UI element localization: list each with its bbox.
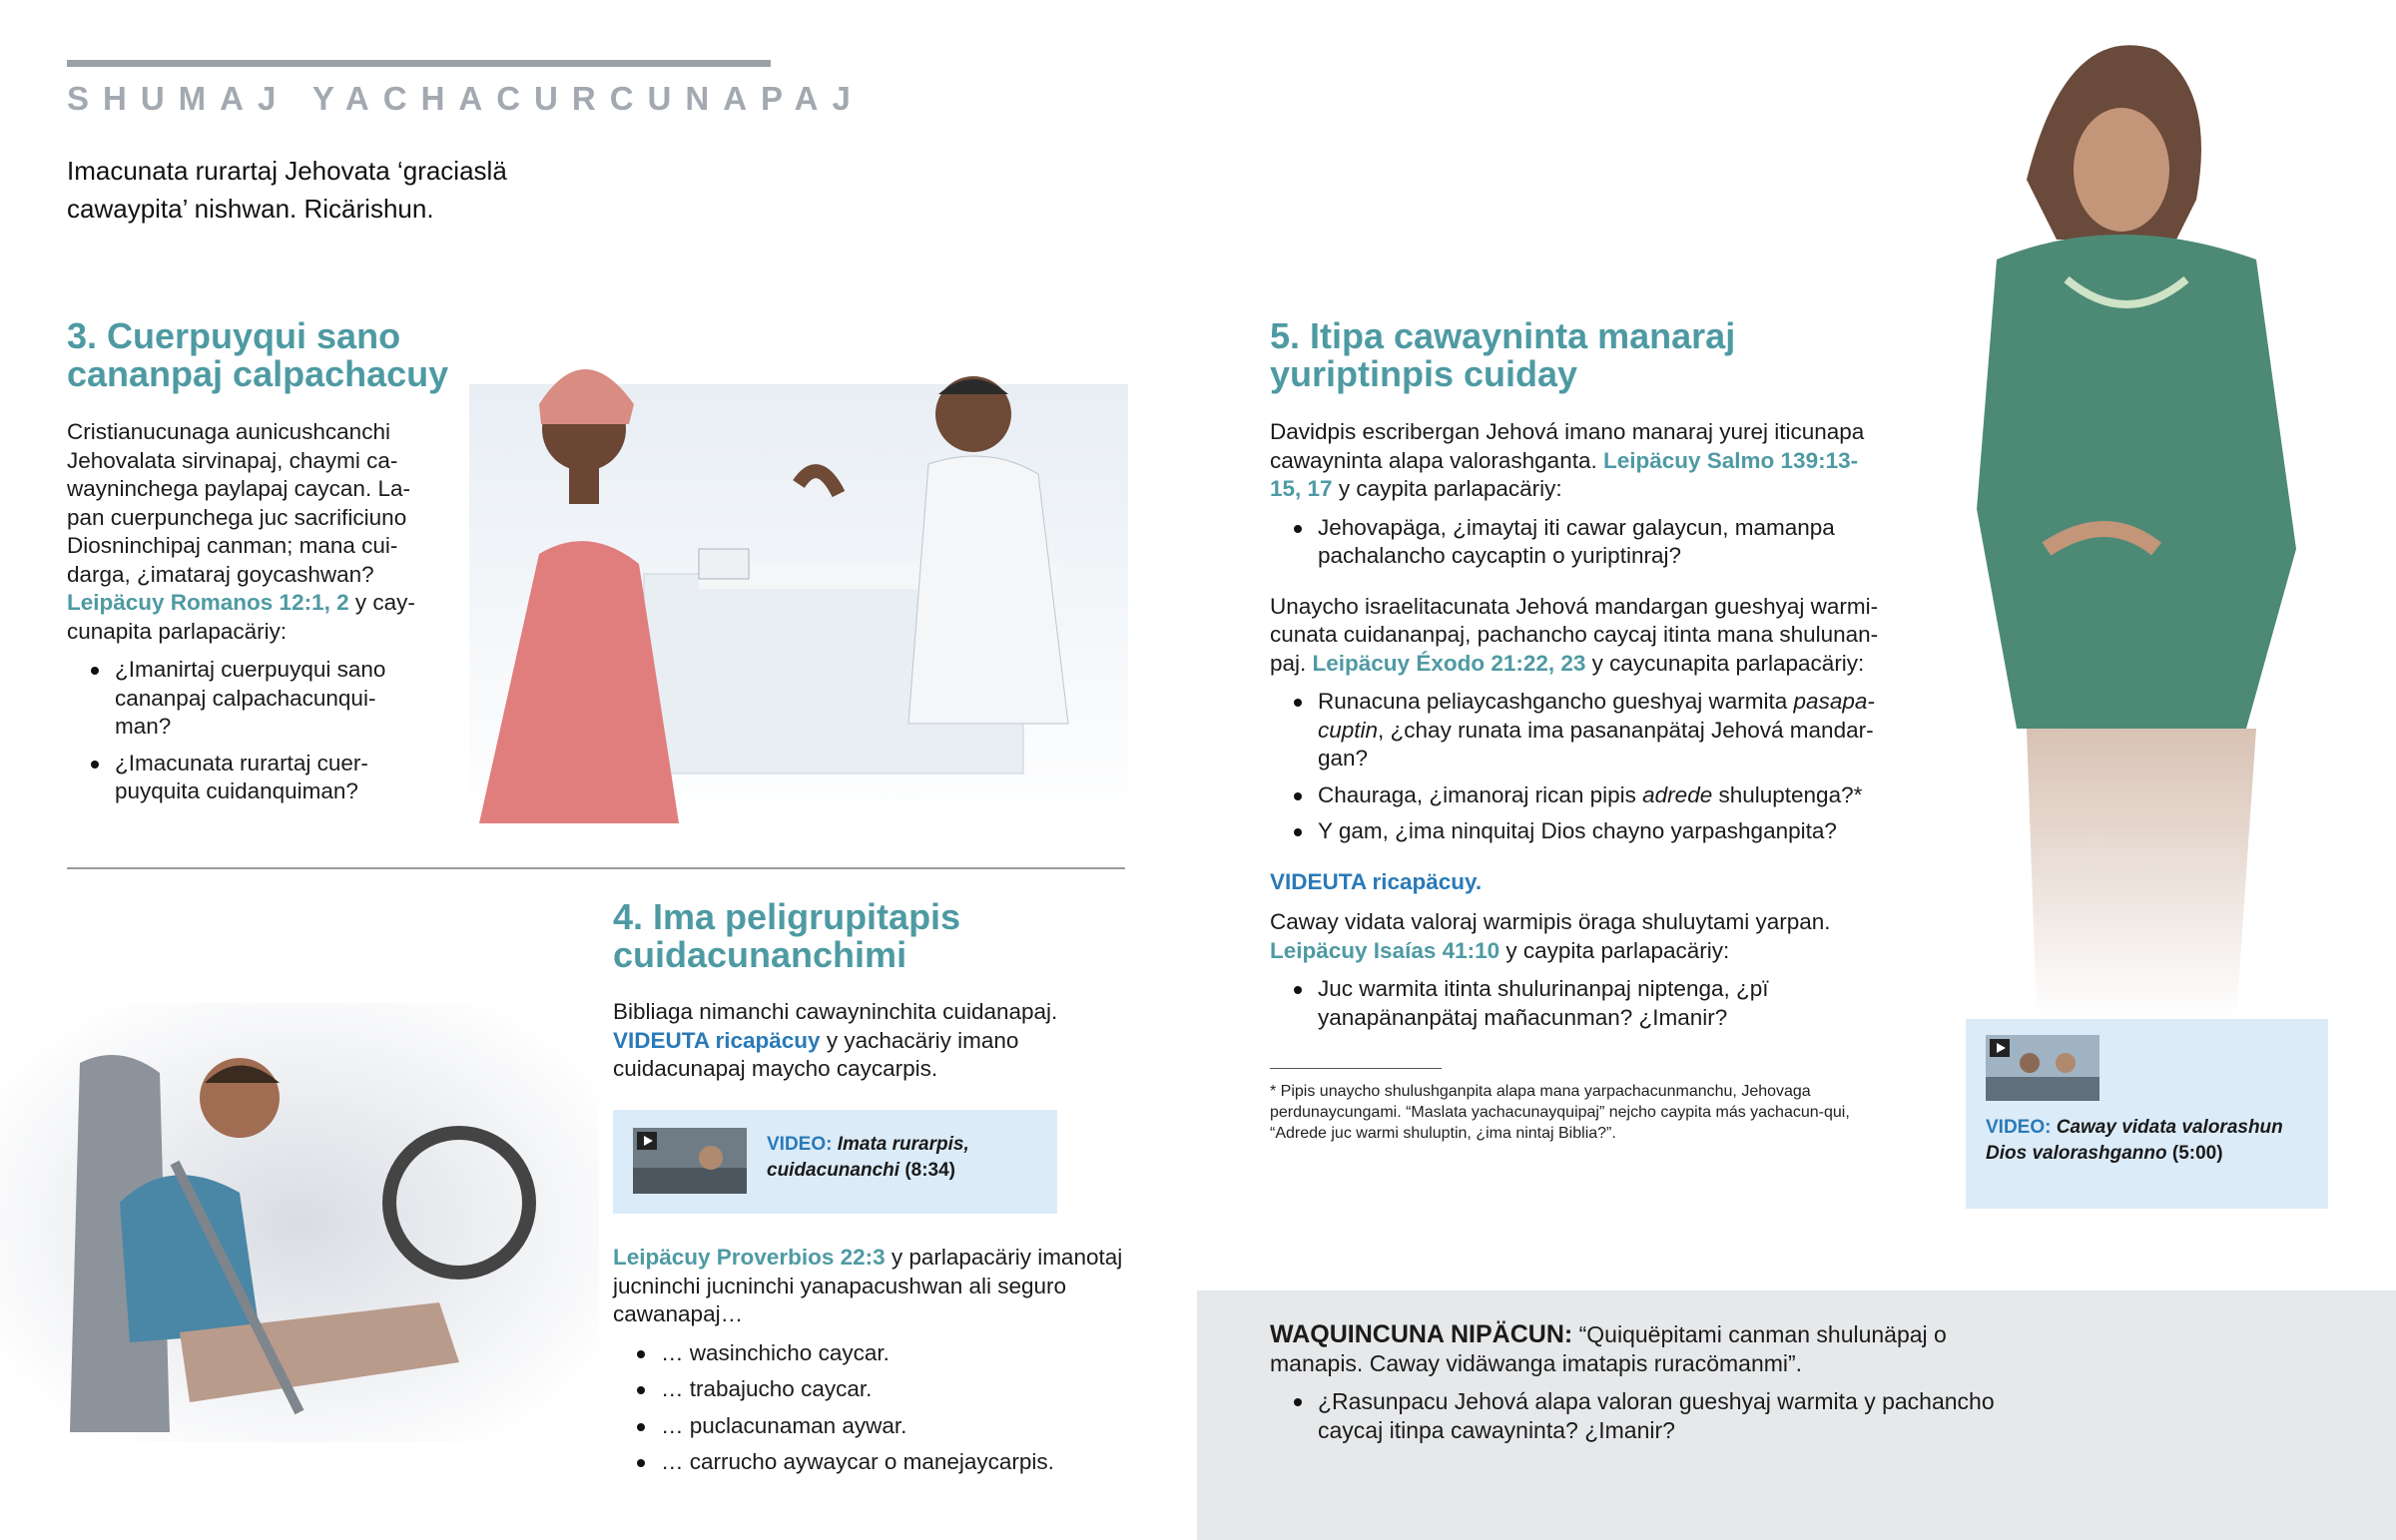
section3-ref-line [67, 589, 466, 618]
section5-title-line2: yuriptinpis cuiday [1270, 353, 1578, 394]
section3-line: Diosninchipaj canman; mana cui- [67, 533, 398, 558]
section3-title-line2: cananpaj calpachacuy [67, 353, 449, 394]
question-item: ¿Imacunata rurartaj cuer-puyquita cuidanquiman? [115, 750, 424, 806]
summary-text [1270, 1320, 2009, 1452]
section3-title [67, 317, 486, 393]
question-item: Jehovapäga, ¿imaytaj iti cawar galaycun, mamanpa pachalancho caycaptin o yuriptinraj? [1318, 514, 1877, 571]
section4-line-tail: y yachacäriy imano [820, 1027, 1019, 1053]
section5-line [1270, 475, 1909, 504]
section4-title-line2: cuidacunanchimi [613, 934, 907, 975]
section3-title-line1: 3. Cuerpuyqui sano [67, 315, 401, 356]
q-italic: pasapa- [1793, 689, 1875, 714]
video-thumbnail[interactable] [1986, 1035, 2099, 1101]
section3-ref-tail: y cay- [348, 590, 415, 615]
bullet-item: … wasinchicho caycar. [661, 1339, 1152, 1368]
video-label: VIDEO: [767, 1134, 833, 1155]
section5-line [1270, 650, 1909, 679]
video-link[interactable]: VIDEUTA ricapäcuy [613, 1027, 821, 1053]
scripture-link-salmo-cont[interactable]: 15, 17 [1270, 476, 1333, 501]
section3-line: wayninchega paylapaj caycan. La- [67, 476, 410, 501]
section4-body2 [613, 1244, 1152, 1485]
video-duration: (5:00) [2171, 1143, 2223, 1164]
section4-title-line1: 4. Ima peligrupitapis [613, 896, 961, 937]
section5-line: Caway vidata valoraj warmipis öraga shuluytami yarpan. [1270, 909, 1831, 934]
car-seatbelt-illustration [0, 1003, 599, 1442]
section3-line: pan cuerpunchega juc sacrificiuno [67, 504, 407, 530]
q-text: shuluptenga?* [1712, 781, 1863, 807]
section3-line: darga, ¿imataraj goycashwan? [67, 561, 374, 587]
section4-line: Bibliaga nimanchi cawayninchita cuidanapaj. [613, 999, 1058, 1024]
video-thumbnail[interactable] [633, 1128, 747, 1194]
question-item [1318, 781, 1897, 810]
section5-q5 [1270, 975, 1837, 1032]
section3-questions [67, 656, 424, 806]
section5-line: cunata cuidananpaj, pachancho caycaj itinta mana shulunan- [1270, 622, 1879, 647]
video-duration: (8:34) [904, 1160, 955, 1181]
section5-line: Davidpis escribergan Jehová imano manaraj yurej iticunapa [1270, 419, 1865, 444]
section-kicker: SHUMAJ YACHACURCUNAPAJ [67, 80, 865, 117]
header-rule [67, 60, 771, 67]
section5-text: y caycunapita parlapacäriy: [1585, 650, 1865, 676]
pregnant-woman-illustration [1957, 30, 2356, 1018]
section4-video-line [613, 1027, 1132, 1056]
summary-questions [1270, 1387, 2017, 1444]
video-thumb-art [633, 1128, 747, 1194]
section4-line: cuidacunapaj maycho caycarpis. [613, 1056, 938, 1081]
video-link-section5[interactable]: VIDEUTA ricapäcuy. [1270, 868, 1483, 894]
section4-line: cawanapaj… [613, 1301, 744, 1326]
question-item [1318, 688, 1897, 773]
video-card-section4[interactable] [613, 1110, 1057, 1214]
summary-quote: “Quiquëpitami canman shulunäpaj o manapis. Caway vidäwanga imatapis ruracömanmi”. [1270, 1321, 1947, 1376]
scripture-link-salmo[interactable]: Leipäcuy Salmo 139:13- [1602, 447, 1859, 473]
section5-line [1270, 937, 1909, 966]
bullet-item: … carrucho aywaycar o manejaycarpis. [661, 1448, 1152, 1477]
video-caption [767, 1132, 1036, 1184]
q-italic: adrede [1642, 781, 1713, 807]
bullet-item: … trabajucho caycar. [661, 1375, 1152, 1404]
section5-line [1270, 447, 1909, 476]
video-thumb-art [1986, 1035, 2099, 1101]
q-text: Chauraga, ¿imanoraj rican pipis [1318, 781, 1643, 807]
section5-text: cawayninta alapa valorashganta. [1270, 447, 1603, 473]
section5-title [1270, 317, 1829, 393]
scripture-link-exodo[interactable]: Leipäcuy Éxodo 21:22, 23 [1312, 650, 1586, 676]
video-title[interactable]: Imata rurarpis, cuidacunanchi [767, 1134, 969, 1181]
video-label: VIDEO: [1986, 1117, 2052, 1138]
section5-line: Unaycho israelitacunata Jehová mandargan gueshyaj warmi- [1270, 593, 1879, 619]
scripture-link-proverbios[interactable]: Leipäcuy Proverbios 22:3 [613, 1245, 886, 1270]
question-item: ¿Rasunpacu Jehová alapa valoran gueshyaj warmita y pachancho caycaj itinpa cawaynintа? ¿Imanir? [1318, 1387, 2017, 1444]
video-card-section5[interactable] [1966, 1019, 2328, 1209]
intro-text: Imacunata rurartaj Jehovata ‘graciaslä cawaypita’ nishwan. Ricärishun. [67, 156, 507, 224]
section3-line: cunapita parlapacäriy: [67, 618, 288, 644]
section4-bullets [613, 1339, 1152, 1477]
section5-q1 [1270, 514, 1877, 571]
section4-title [613, 898, 1132, 974]
question-item: Y gam, ¿ima ninquitaj Dios chayno yarpashganpita? [1318, 817, 1897, 846]
section3-line: Jehovalata sirvinapaj, chaymi ca- [67, 447, 398, 473]
summary-label: WAQUINCUNA NIPÄCUN: [1270, 1320, 1573, 1348]
question-item: ¿Imanirtaj cuerpuyqui sano cananpaj calpachacunqui-man? [115, 656, 424, 742]
section-divider [67, 867, 1125, 869]
section5-text: paj. [1270, 650, 1313, 676]
video-title[interactable]: Caway vidata valorashun Dios valorashganno [1986, 1117, 2283, 1164]
footnote: * Pipis unaycho shulushganpita alapa mana yarpachacunmanchu, Jehovaga perdunaycungami. “Maslata yachacunayquipaj” nejcho caypita más yachacun-qui, “Adrede juc warmi shuluptin, ¿ima nintaj Biblia?”. [1270, 1083, 1850, 1142]
question-item: Juc warmita itinta shulurinanpaj niptenga, ¿pï yanapänanpätaj mañacunman? ¿Imanir? [1318, 975, 1837, 1032]
bullet-item: … puclacunaman aywar. [661, 1412, 1152, 1441]
scripture-link-romanos[interactable]: Leipäcuy Romanos 12:1, 2 [67, 590, 349, 615]
section4-ref-line [613, 1244, 1152, 1273]
doctor-visit-illustration [469, 324, 1128, 833]
scripture-link-isaias[interactable]: Leipäcuy Isaías 41:10 [1270, 937, 1500, 963]
section4-ref-tail: y parlapacäriy imanotaj [885, 1245, 1123, 1270]
section3-body [67, 418, 466, 814]
section5-body [1270, 418, 1909, 1040]
q-italic: cuptin [1318, 717, 1379, 743]
video-caption [1986, 1115, 2315, 1167]
section3-line: Cristianucunaga aunicushcanchi [67, 419, 390, 444]
q-text: Runacuna peliaycashgancho gueshyaj warmita [1318, 689, 1794, 714]
footnote-rule [1270, 1068, 1442, 1069]
section4-line: jucninchi jucninchi yanapacushwan ali seguro [613, 1273, 1067, 1298]
section5-title-line1: 5. Itipa cawayninta manaraj [1270, 315, 1736, 356]
section5-questions [1270, 688, 1897, 846]
section5-text: y caypita parlapacäriy: [1499, 937, 1730, 963]
section5-text: y caypita parlapacäriy: [1332, 476, 1562, 501]
q-text: , ¿chay runata ima pasananpätaj Jehová mandar-gan? [1318, 717, 1874, 770]
section4-body [613, 998, 1132, 1084]
